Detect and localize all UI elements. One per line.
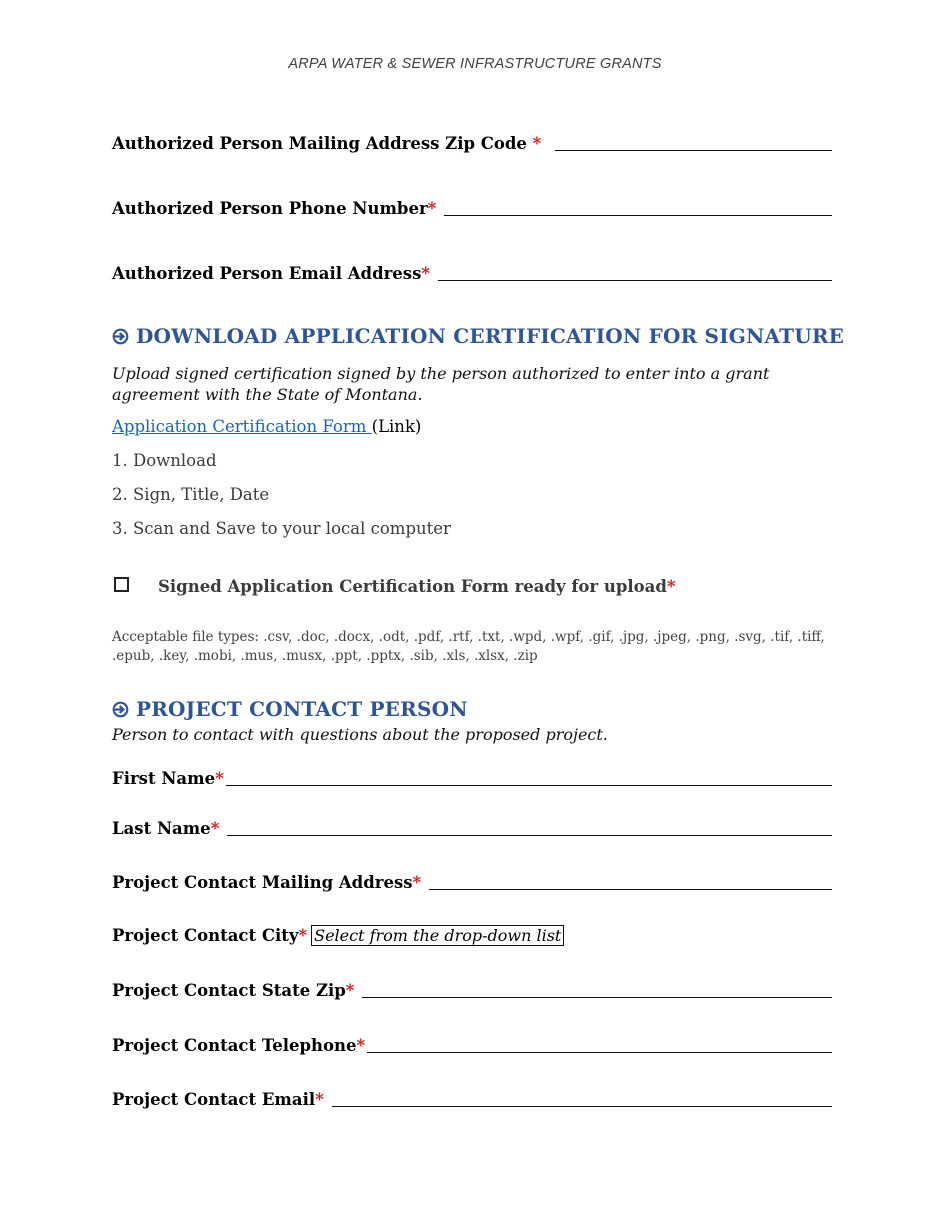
telephone-label: Project Contact Telephone: [112, 1036, 357, 1055]
acceptable-file-types: Acceptable file types: .csv, .doc, .docx, .odt, .pdf, .rtf, .txt, .wpd, .wpf, .gif, .jpg, .jpeg, .png, .svg, .tif, .tiff, .epub, .key, .mobi, .mus, .musx, .ppt, .pptx, .sib, .xls, .xlsx, .zip: [112, 629, 825, 664]
circle-arrow-right-icon: [112, 328, 129, 345]
state-zip-input[interactable]: [362, 996, 832, 998]
authorized-zip-input[interactable]: [555, 149, 832, 151]
telephone-input[interactable]: [367, 1051, 832, 1053]
certification-heading-text: DOWNLOAD APPLICATION CERTIFICATION FOR SIGNATURE: [136, 324, 845, 348]
authorized-zip-label: Authorized Person Mailing Address Zip Code: [112, 134, 533, 153]
mailing-address-field[interactable]: [112, 867, 832, 893]
telephone-field[interactable]: [112, 1030, 832, 1056]
authorized-email-field[interactable]: [112, 258, 832, 284]
mailing-address-label: Project Contact Mailing Address: [112, 873, 413, 892]
city-dropdown[interactable]: Select from the drop-down list: [311, 925, 564, 946]
required-marker: *: [315, 1090, 324, 1109]
last-name-label: Last Name: [112, 819, 211, 838]
last-name-input[interactable]: [227, 834, 832, 836]
contact-email-label: Project Contact Email: [112, 1090, 316, 1109]
city-field[interactable]: [112, 920, 832, 946]
required-marker: *: [427, 199, 437, 218]
required-marker: *: [532, 134, 542, 153]
circle-arrow-right-icon: [112, 701, 129, 718]
step-sign: 2. Sign, Title, Date: [112, 485, 270, 504]
link-suffix: (Link): [371, 417, 422, 436]
first-name-label: First Name: [112, 769, 216, 788]
upload-ready-label: Signed Application Certification Form ready for upload*: [158, 577, 676, 596]
certification-form-link[interactable]: Application Certification Form: [112, 417, 372, 436]
step-scan: 3. Scan and Save to your local computer: [112, 519, 451, 538]
document-header: ARPA WATER & SEWER INFRASTRUCTURE GRANTS: [288, 56, 662, 72]
required-marker: *: [412, 873, 422, 892]
authorized-zip-field[interactable]: [112, 128, 832, 154]
contact-email-input[interactable]: [332, 1105, 832, 1107]
required-marker: *: [298, 926, 308, 945]
step-download: 1. Download: [112, 451, 217, 470]
authorized-email-label: Authorized Person Email Address: [112, 264, 422, 283]
required-marker: *: [345, 981, 355, 1000]
authorized-phone-input[interactable]: [444, 214, 832, 216]
authorized-phone-field[interactable]: [112, 193, 832, 219]
contact-email-field[interactable]: [112, 1084, 832, 1110]
last-name-field[interactable]: [112, 813, 832, 839]
project-contact-heading: [112, 697, 468, 721]
upload-ready-checkbox[interactable]: [114, 577, 129, 592]
authorized-phone-label: Authorized Person Phone Number: [112, 199, 428, 218]
certification-instructions: Upload signed certification signed by the person authorized to enter into a grant agreement with the State of Montana.: [112, 364, 770, 404]
city-label: Project Contact City: [112, 926, 299, 945]
project-contact-description: Person to contact with questions about the proposed project.: [112, 725, 608, 744]
required-marker: *: [666, 577, 676, 596]
required-marker: *: [215, 769, 224, 788]
state-zip-field[interactable]: [112, 975, 832, 1001]
state-zip-label: Project Contact State Zip: [112, 981, 346, 1000]
required-marker: *: [421, 264, 431, 283]
authorized-email-input[interactable]: [438, 279, 832, 281]
required-marker: *: [356, 1036, 366, 1055]
mailing-address-input[interactable]: [429, 888, 832, 890]
certification-heading: [112, 324, 844, 348]
first-name-field[interactable]: [112, 763, 832, 789]
required-marker: *: [210, 819, 220, 838]
project-contact-heading-text: PROJECT CONTACT PERSON: [136, 697, 468, 721]
first-name-input[interactable]: [226, 784, 832, 786]
certification-link-line: [112, 417, 421, 436]
